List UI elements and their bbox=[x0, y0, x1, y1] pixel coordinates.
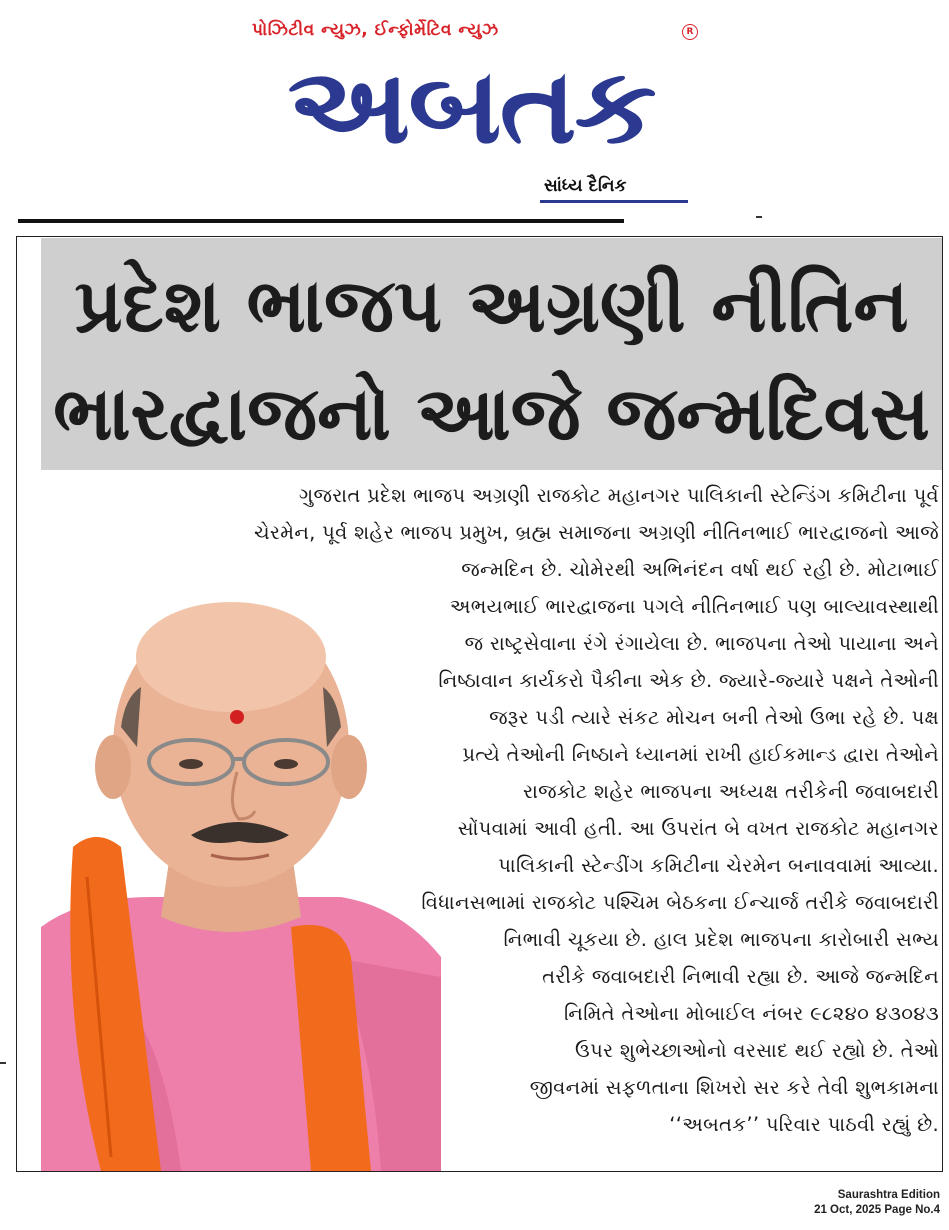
edition-type-underline bbox=[540, 200, 688, 203]
portrait-photo bbox=[41, 597, 441, 1171]
headline-line-2: ભારદ્વાજનો આજે જન્મદિવસ bbox=[53, 371, 930, 457]
body-line: જન્મદિન છે. ચોમેરથી અભિનંદન વર્ષા થઈ રહી છે. મોટાભાઈ bbox=[461, 558, 939, 581]
body-line: જીવનમાં સફળતાના શિખરો સર કરે તેવી શુભકામના bbox=[529, 1076, 939, 1099]
body-line: રાજકોટ શહેર ભાજપના અધ્યક્ષ તરીકેની જવાબદારી bbox=[522, 780, 939, 803]
body-line: પાલિકાની સ્ટેન્ડીંગ કમિટીના ચેરમેન બનાવવામાં આવ્યા. bbox=[498, 854, 939, 877]
registered-mark: R bbox=[682, 24, 698, 40]
edition-type: સાંધ્ય દૈનિક bbox=[544, 176, 627, 196]
headline-line-1: પ્રદેશ ભાજપ અગ્રણી નીતિન bbox=[74, 263, 909, 349]
body-line: નિમિતે તેઓના મોબાઈલ નંબર ૯૮૨૪૦ ૪૩૦૪૩ bbox=[563, 1002, 939, 1025]
body-line: સોંપવામાં આવી હતી. આ ઉપરાંત બે વખત રાજકોટ મહાનગર bbox=[457, 817, 939, 840]
body-line: તરીકે જવાબદારી નિભાવી રહ્યા છે. આજે જન્મદિન bbox=[542, 965, 939, 988]
body-line: ઉપર શુભેચ્છાઓનો વરસાદ થઈ રહ્યો છે. તેઓ bbox=[575, 1039, 939, 1062]
article-box bbox=[16, 236, 943, 1172]
newspaper-logo: અબતક bbox=[287, 45, 655, 167]
headline-band bbox=[41, 238, 942, 470]
body-line: અભયભાઈ ભારદ્વાજના પગલે નીતિનભાઈ પણ બાલ્યાવસ્થાથી bbox=[449, 595, 939, 618]
body-line: નિભાવી ચૂકયા છે. હાલ પ્રદેશ ભાજપના કારોબારી સભ્ય bbox=[503, 928, 939, 951]
top-divider bbox=[18, 219, 624, 223]
body-line: વિધાનસભામાં રાજકોટ પશ્ચિમ બેઠકના ઈન્ચાર્જ તરીકે જવાબદારી bbox=[421, 891, 939, 914]
edition-info bbox=[814, 1188, 940, 1218]
body-line: ચેરમેન, પૂર્વ શહેર ભાજપ પ્રમુખ, બ્રહ્મ સમાજના અગ્રણી નીતિનભાઈ ભારદ્વાજનો આજે bbox=[254, 521, 939, 544]
body-line: જ રાષ્ટ્રસેવાના રંગે રંગાયેલા છે. ભાજપના તેઓ પાયાના અને bbox=[464, 632, 939, 655]
body-line: નિષ્ઠાવાન કાર્યકરો પૈકીના એક છે. જ્યારે-જ્યારે પક્ષને તેઓની bbox=[438, 669, 939, 692]
masthead-tagline: પોઝિટીવ ન્યુઝ, ઈન્ફોર્મેટિવ ન્યુઝ bbox=[252, 20, 499, 40]
body-line: ગુજરાત પ્રદેશ ભાજપ અગ્રણી રાજકોટ મહાનગર પાલિકાની સ્ટેન્ડિંગ કમિટીના પૂર્વ bbox=[298, 484, 939, 507]
page-edge-mark bbox=[0, 1062, 6, 1064]
masthead bbox=[240, 14, 710, 204]
edition-date: 21 Oct, 2025 Page No.4 bbox=[814, 1204, 940, 1216]
edition-name: Saurashtra Edition bbox=[837, 1189, 940, 1201]
body-line: ‘‘અબતક’’ પરિવાર પાઠવી રહ્યું છે. bbox=[669, 1113, 939, 1136]
body-line: પ્રત્યે તેઓની નિષ્ઠાને ધ્યાનમાં રાખી હાઈકમાન્ડ દ્વારા તેઓને bbox=[462, 743, 939, 766]
top-divider-mark bbox=[756, 216, 762, 218]
body-line: જરૂર પડી ત્યારે સંકટ મોચન બની તેઓ ઉભા રહે છે. પક્ષ bbox=[489, 706, 939, 729]
